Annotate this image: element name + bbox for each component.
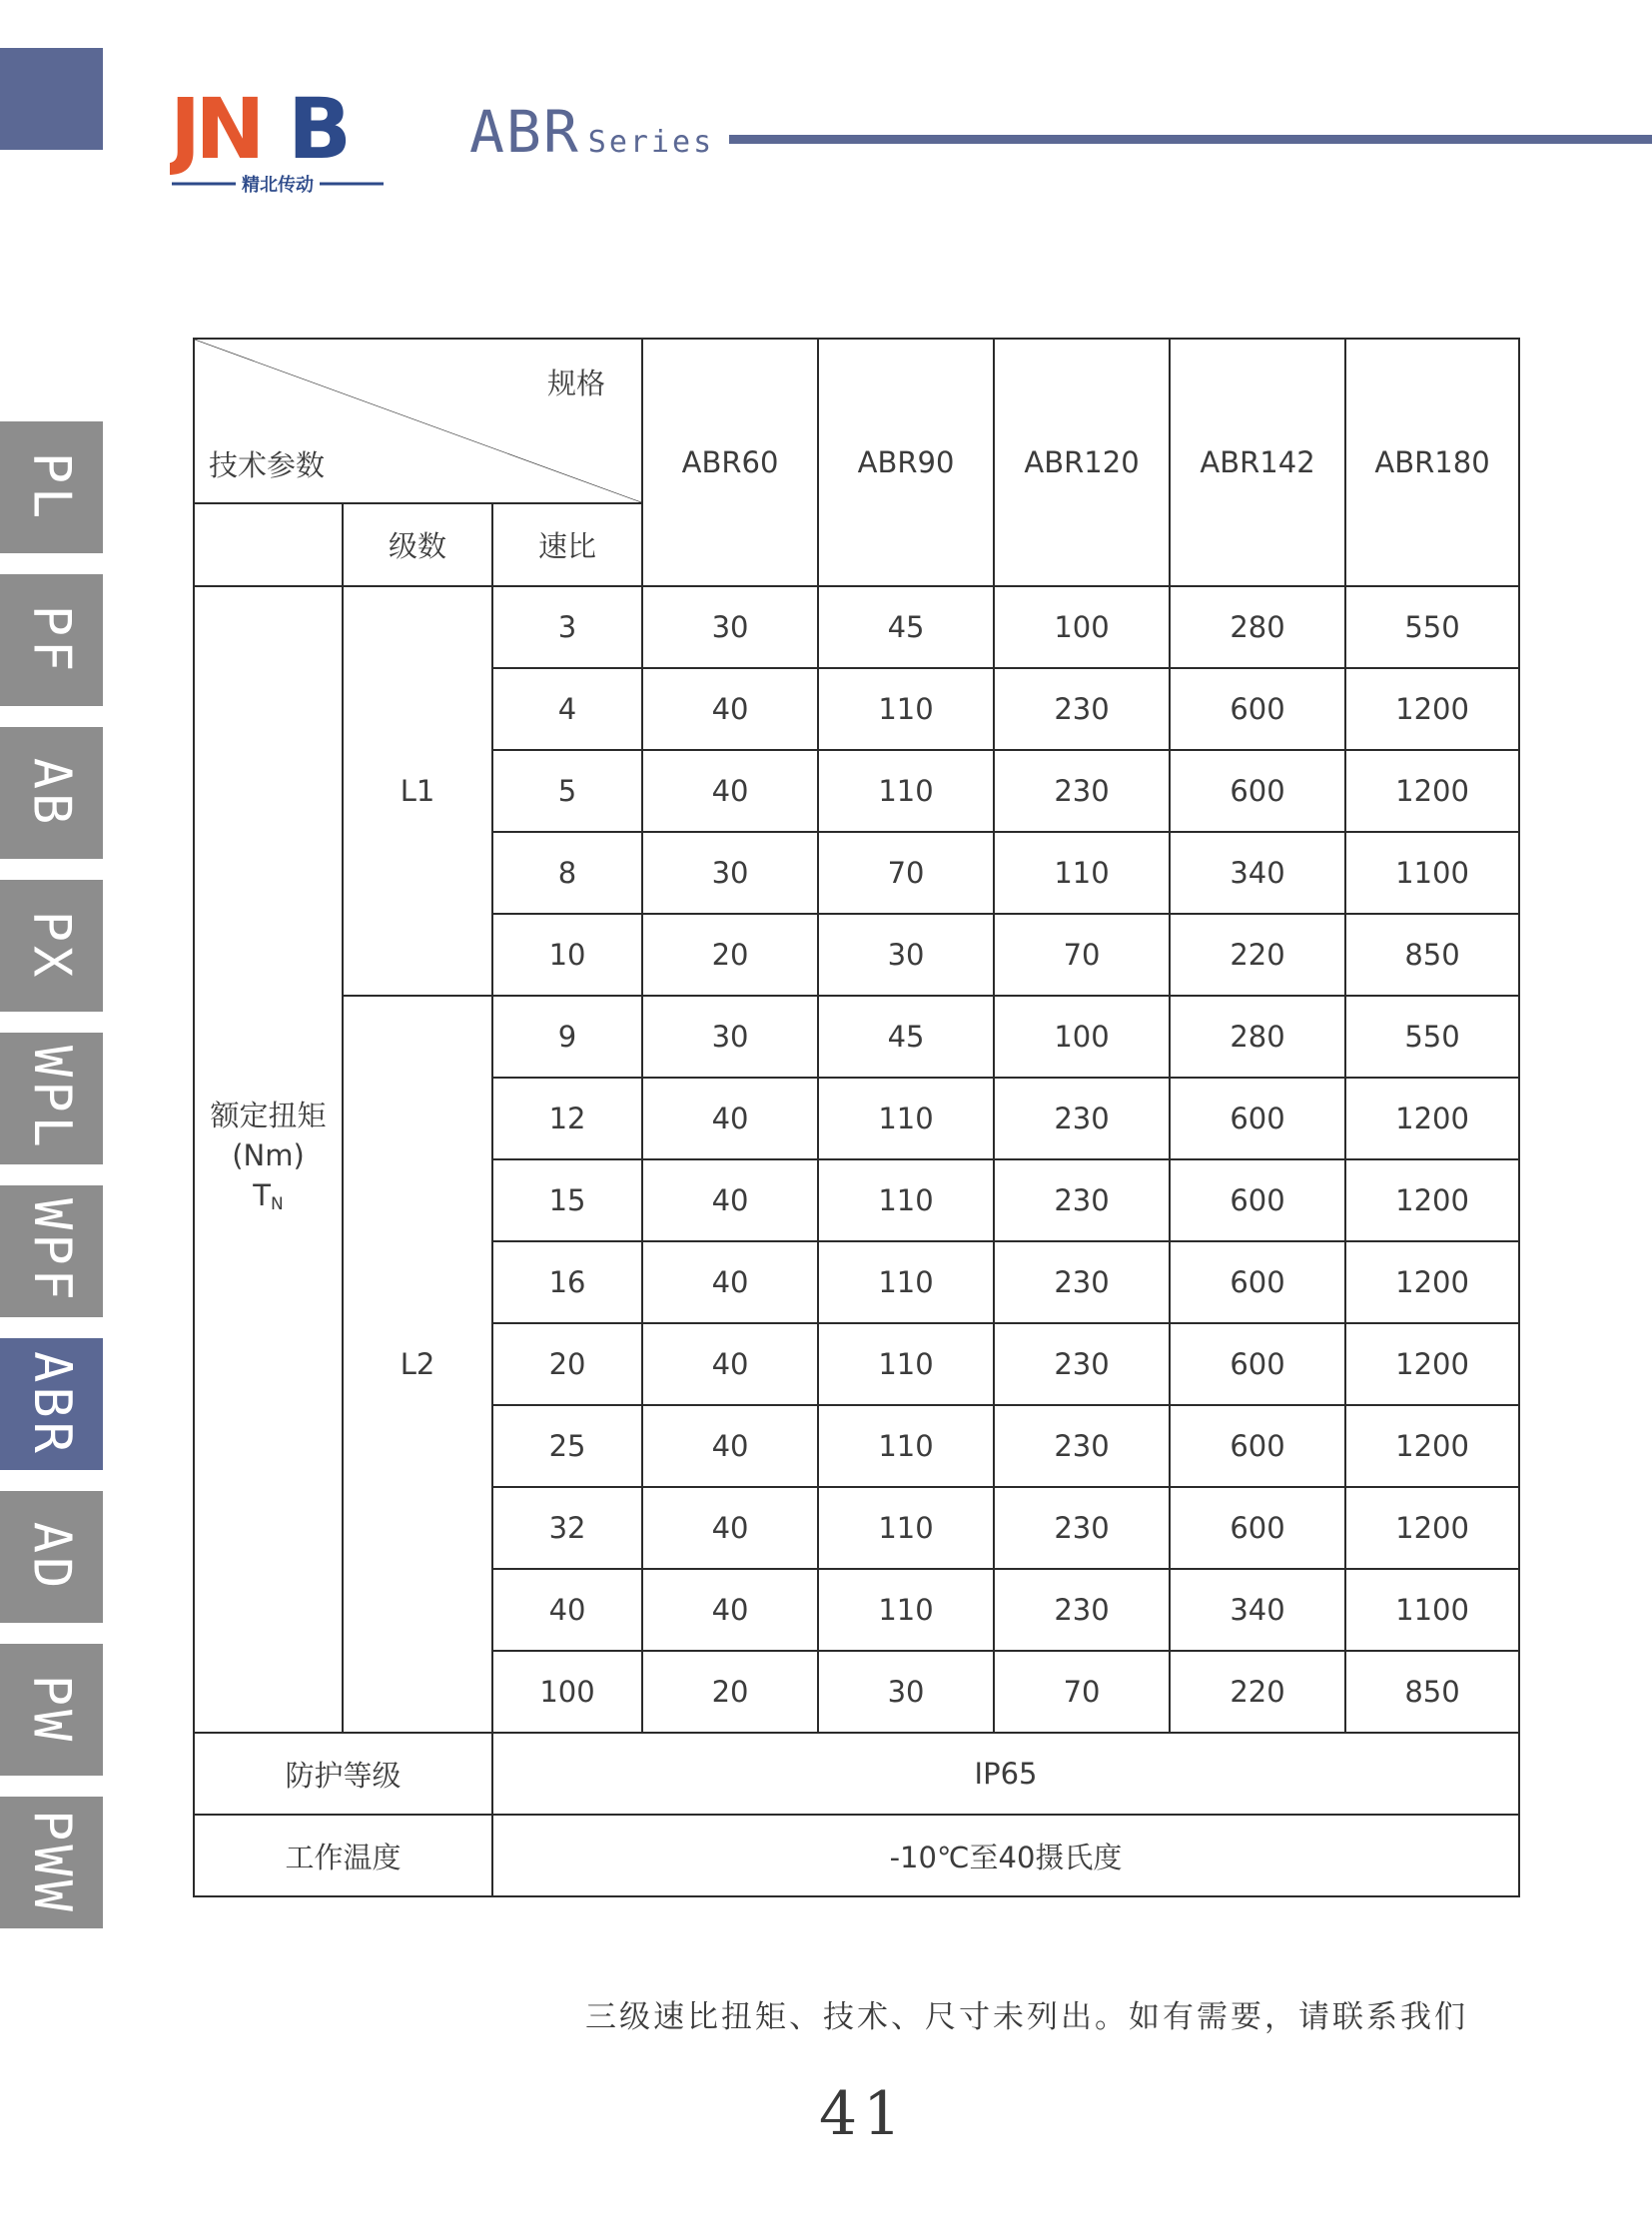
torque-value-cell: 100 [994,586,1170,668]
side-tab-label: PW [21,1674,82,1746]
torque-value-cell: 600 [1170,1078,1345,1159]
ratio-cell: 12 [492,1078,642,1159]
torque-value-cell: 230 [994,750,1170,832]
torque-value-cell: 600 [1170,668,1345,750]
rated-torque-label [194,586,343,1733]
stage-header: 级数 [343,503,492,586]
side-tab-ad[interactable] [0,1491,103,1623]
table-row [194,996,1519,1078]
side-tab-label: WPL [21,1046,82,1151]
series-title [469,98,714,166]
torque-value-cell: 1100 [1345,1569,1519,1651]
torque-value-cell: 30 [818,1651,994,1733]
torque-value-cell: 110 [994,832,1170,914]
side-tab-abr[interactable] [0,1338,103,1470]
torque-value-cell: 600 [1170,1323,1345,1405]
torque-value-cell: 20 [642,914,818,996]
torque-value-cell: 220 [1170,1651,1345,1733]
side-tab-pww[interactable] [0,1797,103,1928]
protection-value: IP65 [492,1733,1519,1815]
side-tab-label: AD [21,1521,82,1593]
param-header: 技术参数 [209,448,326,482]
spec-header: 规格 [547,367,606,400]
corner-block [0,48,103,150]
model-header: ABR120 [994,339,1170,586]
torque-value-cell: 600 [1170,1159,1345,1241]
ratio-cell: 8 [492,832,642,914]
torque-value-cell: 1200 [1345,1241,1519,1323]
torque-value-cell: 1100 [1345,832,1519,914]
torque-value-cell: 20 [642,1651,818,1733]
side-tab-label: PX [21,910,82,982]
blank-header-cell [194,503,343,586]
side-tab-label: WPF [21,1198,82,1304]
model-header: ABR142 [1170,339,1345,586]
side-tab-label: PL [21,451,82,523]
model-header: ABR90 [818,339,994,586]
ratio-cell: 20 [492,1323,642,1405]
torque-value-cell: 40 [642,750,818,832]
side-tab-wpf[interactable] [0,1185,103,1317]
ratio-cell: 10 [492,914,642,996]
side-tab-label: AB [21,757,82,829]
torque-value-cell: 110 [818,1569,994,1651]
torque-value-cell: 550 [1345,996,1519,1078]
torque-value-cell: 230 [994,1569,1170,1651]
torque-value-cell: 1200 [1345,668,1519,750]
stage-cell: L2 [343,996,492,1733]
torque-value-cell: 110 [818,1241,994,1323]
torque-value-cell: 40 [642,1078,818,1159]
torque-label: 额定扭矩 [210,1098,327,1132]
ratio-header: 速比 [492,503,642,586]
torque-value-cell: 1200 [1345,1487,1519,1569]
svg-text:JN: JN [170,80,260,178]
torque-symbol: T [253,1177,271,1212]
ratio-cell: 9 [492,996,642,1078]
torque-value-cell: 600 [1170,750,1345,832]
torque-value-cell: 230 [994,1241,1170,1323]
torque-value-cell: 850 [1345,1651,1519,1733]
torque-value-cell: 110 [818,1405,994,1487]
torque-value-cell: 110 [818,1487,994,1569]
torque-value-cell: 1200 [1345,1159,1519,1241]
ratio-cell: 3 [492,586,642,668]
torque-value-cell: 230 [994,1323,1170,1405]
torque-value-cell: 600 [1170,1241,1345,1323]
ratio-cell: 5 [492,750,642,832]
torque-value-cell: 40 [642,668,818,750]
torque-value-cell: 230 [994,1159,1170,1241]
torque-value-cell: 40 [642,1405,818,1487]
temperature-value: -10℃至40摄氏度 [492,1815,1519,1896]
model-header: ABR180 [1345,339,1519,586]
torque-value-cell: 40 [642,1487,818,1569]
torque-value-cell: 550 [1345,586,1519,668]
side-tab-label: PWW [21,1810,82,1915]
torque-value-cell: 600 [1170,1487,1345,1569]
temperature-label: 工作温度 [194,1815,492,1896]
torque-value-cell: 280 [1170,586,1345,668]
torque-value-cell: 230 [994,1078,1170,1159]
torque-value-cell: 30 [818,914,994,996]
side-tab-px[interactable] [0,880,103,1012]
table-row [194,586,1519,668]
header-rule [729,135,1652,144]
torque-unit: (Nm) [232,1137,305,1172]
temperature-row [194,1815,1519,1896]
torque-value-cell: 230 [994,668,1170,750]
side-tab-wpl[interactable] [0,1033,103,1164]
torque-value-cell: 40 [642,1241,818,1323]
jnb-logo [170,80,390,198]
svg-text:B: B [288,80,353,178]
torque-value-cell: 1200 [1345,1078,1519,1159]
torque-value-cell: 110 [818,1159,994,1241]
torque-value-cell: 230 [994,1405,1170,1487]
torque-value-cell: 220 [1170,914,1345,996]
torque-value-cell: 40 [642,1323,818,1405]
torque-value-cell: 110 [818,1078,994,1159]
torque-value-cell: 30 [642,996,818,1078]
logo-subtext: 精北传动 [242,175,314,196]
page-number: 41 [819,2079,908,2149]
torque-symbol-line [195,1175,342,1224]
torque-spec-table [193,338,1520,1897]
model-header: ABR60 [642,339,818,586]
footnote: 三级速比扭矩、技术、尺寸未列出。如有需要，请联系我们 [585,1999,1468,2035]
torque-value-cell: 1200 [1345,750,1519,832]
torque-value-cell: 70 [994,1651,1170,1733]
torque-value-cell: 110 [818,1323,994,1405]
ratio-cell: 40 [492,1569,642,1651]
side-tab-pw[interactable] [0,1644,103,1776]
torque-value-cell: 340 [1170,832,1345,914]
series-name: ABR [469,98,580,166]
ratio-cell: 32 [492,1487,642,1569]
diagonal-header-cell [194,339,642,503]
torque-value-cell: 30 [642,832,818,914]
torque-value-cell: 30 [642,586,818,668]
series-suffix: Series [587,125,715,160]
ratio-cell: 15 [492,1159,642,1241]
ratio-cell: 25 [492,1405,642,1487]
torque-symbol-sub: N [271,1193,284,1214]
side-tab-label: PF [21,604,82,676]
torque-value-cell: 850 [1345,914,1519,996]
torque-value-cell: 70 [818,832,994,914]
side-tab-ab[interactable] [0,727,103,859]
torque-value-cell: 70 [994,914,1170,996]
protection-row [194,1733,1519,1815]
torque-value-cell: 100 [994,996,1170,1078]
ratio-cell: 16 [492,1241,642,1323]
ratio-cell: 4 [492,668,642,750]
torque-value-cell: 40 [642,1159,818,1241]
torque-value-cell: 45 [818,996,994,1078]
side-tab-pf[interactable] [0,574,103,706]
torque-value-cell: 40 [642,1569,818,1651]
torque-value-cell: 280 [1170,996,1345,1078]
torque-value-cell: 230 [994,1487,1170,1569]
stage-cell: L1 [343,586,492,996]
side-tab-label: ABR [21,1351,82,1457]
torque-value-cell: 340 [1170,1569,1345,1651]
torque-value-cell: 110 [818,668,994,750]
torque-value-cell: 110 [818,750,994,832]
side-tab-pl[interactable] [0,421,103,553]
torque-value-cell: 1200 [1345,1405,1519,1487]
torque-value-cell: 600 [1170,1405,1345,1487]
torque-value-cell: 45 [818,586,994,668]
protection-label: 防护等级 [194,1733,492,1815]
ratio-cell: 100 [492,1651,642,1733]
torque-value-cell: 1200 [1345,1323,1519,1405]
